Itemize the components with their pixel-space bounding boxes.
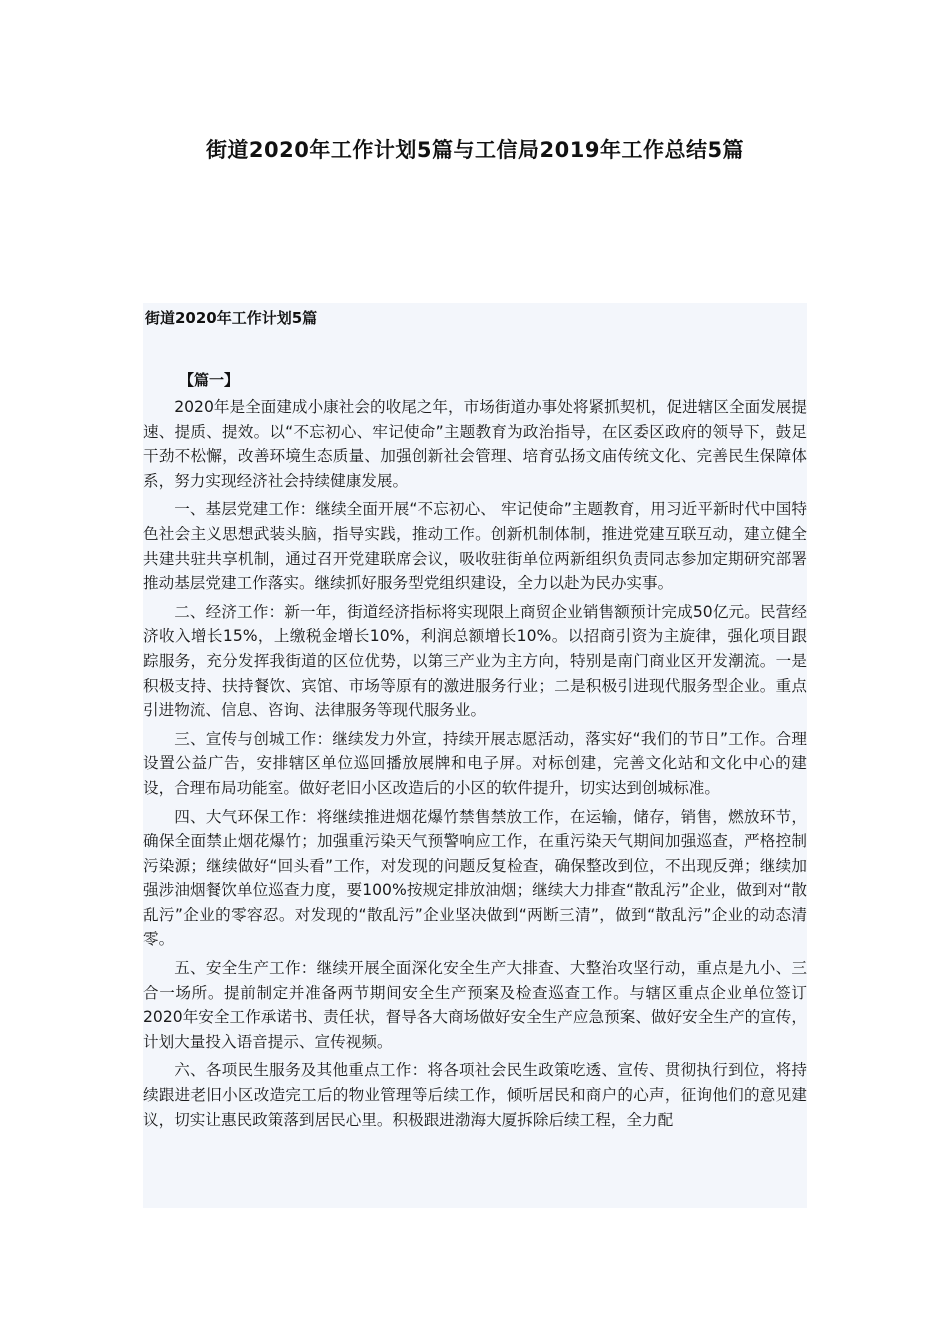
paragraph-party-building: 一、基层党建工作：继续全面开展“不忘初心、 牢记使命”主题教育，用习近平新时代中国特色社会主义思想武装头脑，指导实践，推动工作。创新机制体制，推进党建互联互动，建立健全共建共驻共享机制，通过召开党建联席会议，吸收驻街单位两新组织负责同志参加定期研究部署推动基层党建工作落实。继续抓好服务型党组织建设，全力以赴为民办实事。 xyxy=(143,500,807,593)
paragraph-environment: 四、大气环保工作：将继续推进烟花爆竹禁售禁放工作，在运输，储存，销售，燃放环节，确保全面禁止烟花爆竹；加强重污染天气预警响应工作，在重污染天气期间加强巡查，严格控制污染源；继续做好“回头看”工作，对发现的问题反复检查，确保整改到位，不出现反弹；继续加强涉油烟餐饮单位巡查力度，要100%按规定排放油烟；继续大力排查“散乱污”企业，做到对“散乱污”企业的零容忍。对发现的“散乱污”企业坚决做到“两断三清”，做到“散乱污”企业的动态清零。 xyxy=(143,807,807,949)
paragraph-economy: 二、经济工作：新一年，街道经济指标将实现限上商贸企业销售额预计完成50亿元。民营经济收入增长15%，上缴税金增长10%，利润总额增长10%。以招商引资为主旋律，强化项目跟踪服务，充分发挥我街道的区位优势，以第三产业为主方向，特别是南门商业区开发潮流。一是积极支持、扶持餐饮、宾馆、市场等原有的激进服务行业；二是积极引进现代服务型企业。重点引进物流、信息、咨询、法律服务等现代服务业。 xyxy=(143,602,807,720)
paragraph-livelihood: 六、各项民生服务及其他重点工作：将各项社会民生政策吃透、宣传、贯彻执行到位，将持续跟进老旧小区改造完工后的物业管理等后续工作，倾听居民和商户的心声，征询他们的意见建议，切实让惠民政策落到居民心里。积极跟进渤海大厦拆除后续工程，全力配 xyxy=(143,1061,807,1129)
body-text xyxy=(143,395,807,1136)
document-body xyxy=(143,303,807,1208)
section-heading: 街道2020年工作计划5篇 xyxy=(145,309,318,327)
paragraph-safety: 五、安全生产工作：继续开展全面深化安全生产大排查、大整治攻坚行动，重点是九小、三合一场所。提前制定并准备两节期间安全生产预案及检查巡查工作。与辖区重点企业单位签订2020年安全工作承诺书、责任状，督导各大商场做好安全生产应急预案、做好安全生产的宣传，计划大量投入语音提示、宣传视频。 xyxy=(143,959,807,1051)
part-heading: 【篇一】 xyxy=(179,371,240,389)
document-title: 街道2020年工作计划5篇与工信局2019年工作总结5篇 xyxy=(205,138,745,162)
paragraph-intro: 2020年是全面建成小康社会的收尾之年，市场街道办事处将紧抓契机，促进辖区全面发展提速、提质、提效。以“不忘初心、牢记使命”主题教育为政治指导，在区委区政府的领导下，鼓足干劲不松懈，改善环境生态质量、加强创新社会管理、培育弘扬文庙传统文化、完善民生保障体系，努力实现经济社会持续健康发展。 xyxy=(143,398,807,490)
paragraph-publicity: 三、宣传与创城工作：继续发力外宣，持续开展志愿活动，落实好“我们的节日”工作。合理设置公益广告，安排辖区单位巡回播放展牌和电子屏。对标创建，完善文化站和文化中心的建设，合理布局功能室。做好老旧小区改造后的小区的软件提升，切实达到创城标准。 xyxy=(143,729,807,797)
